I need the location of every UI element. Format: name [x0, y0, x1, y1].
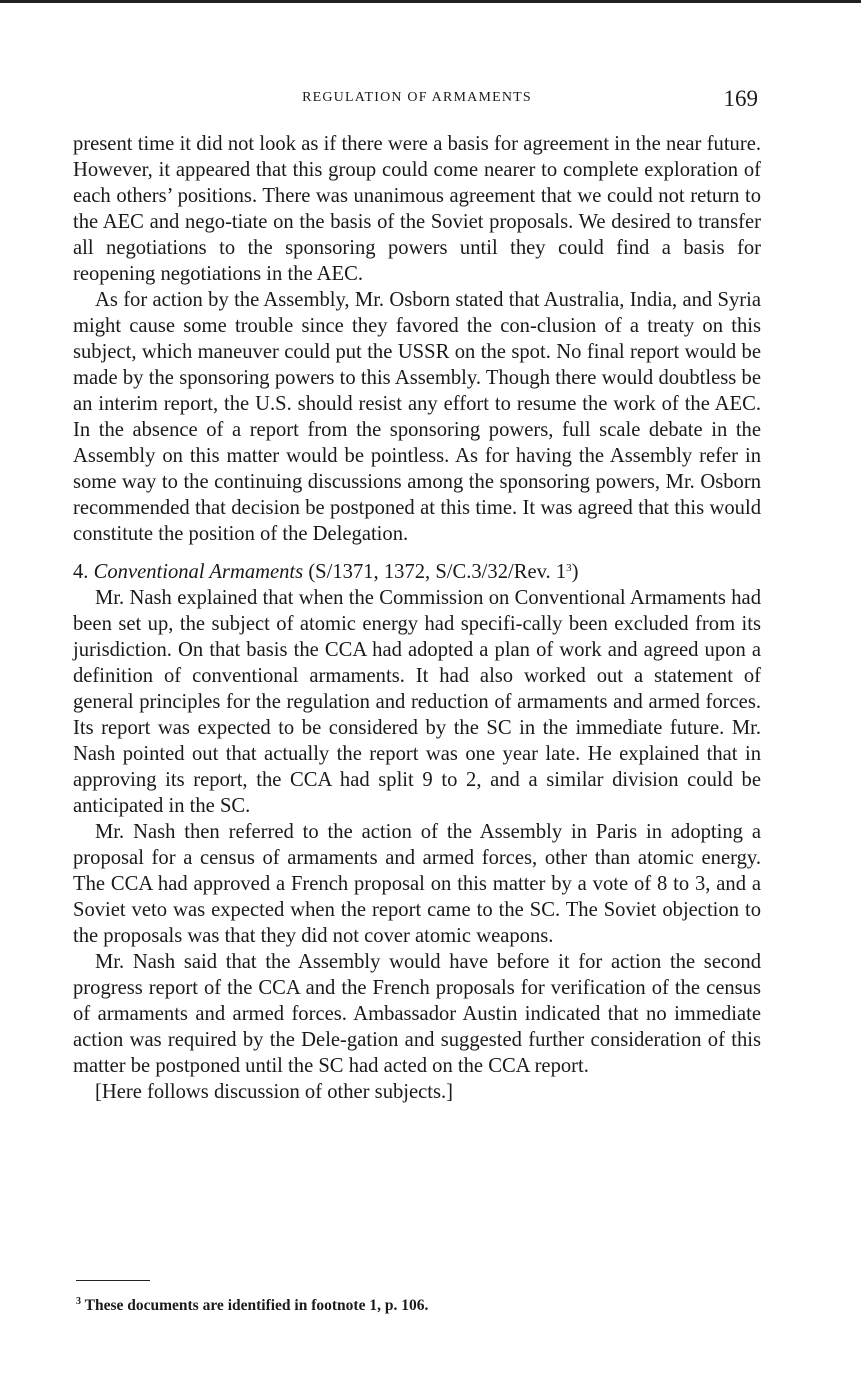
running-title: REGULATION OF ARMAMENTS	[302, 90, 532, 105]
footnote-divider	[76, 1280, 150, 1281]
page-number: 169	[723, 86, 758, 111]
footnote-text: These documents are identified in footnote 1, p. 106.	[84, 1297, 429, 1314]
footnote	[76, 1296, 756, 1316]
footnote-reference: 3	[566, 562, 572, 574]
footnote-mark: 3	[76, 1296, 81, 1307]
paragraph-continued: present time it did not look as if there were a basis for agreement in the near future. However, it appeared that this group could come nearer to complete exploration of each others’ positions. There was unanimous agreement that we could not return to the AEC and nego-tiate on the basis of the Soviet proposals. We desired to transfer all negotiations to the sponsoring powers until they could find a basis for reopening negotiations in the AEC.	[73, 133, 761, 285]
item-4-heading	[73, 559, 761, 585]
page-header	[72, 86, 762, 116]
item-4-title: Conventional Armaments	[93, 561, 304, 583]
paragraph-nash-explained: Mr. Nash explained that when the Commission on Conventional Armaments had been set up, the subject of atomic energy had specifi-cally been excluded from its jurisdiction. On that basis the CCA had adopted a plan of work and agreed upon a definition of conventional armaments. It had also worked out a statement of general principles for the regulation and reduction of armaments and armed forces. Its report was expected to be considered by the SC in the immediate future. Mr. Nash pointed out that actually the report was one year late. He explained that in approving its report, the CCA had split 9 to 2, and a similar division could be anticipated in the SC.	[73, 587, 761, 817]
top-edge-rule	[0, 0, 861, 3]
item-4-number: 4.	[73, 561, 89, 583]
paragraph-assembly-action: As for action by the Assembly, Mr. Osborn stated that Australia, India, and Syria might cause some trouble since they favored the con-clusion of a treaty on this subject, which maneuver could put the USSR on the spot. No final report would be made by the sponsoring powers to this Assembly. Though there would doubtless be an interim report, the U.S. should resist any effort to resume the work of the AEC. In the absence of a report from the sponsoring powers, full scale debate in the Assembly on this matter would be pointless. As for having the Assembly refer in some way to the continuing discussions among the sponsoring powers, Mr. Osborn recommended that decision be postponed at this time. It was agreed that this would constitute the position of the Delegation.	[73, 289, 761, 545]
page-body	[73, 131, 761, 1105]
item-4-document-refs: (S/1371, 1372, S/C.3/32/Rev. 1	[308, 561, 567, 583]
paragraph-nash-progress-report: Mr. Nash said that the Assembly would have before it for action the second progress report of the CCA and the French proposals for verification of the census of armaments and armed forces. Ambassador Austin indicated that no immediate action was required by the Dele-gation and suggested further consideration of this matter be postponed until the SC had acted on the CCA report.	[73, 951, 761, 1077]
item-4-close-paren: )	[571, 561, 579, 583]
paragraph-nash-census: Mr. Nash then referred to the action of the Assembly in Paris in adopting a proposal for a census of armaments and armed forces, other than atomic energy. The CCA had approved a French proposal on this matter by a vote of 8 to 3, and a Soviet veto was expected when the report came to the SC. The Soviet objection to the proposals was that they did not cover atomic weapons.	[73, 821, 761, 947]
paragraph-editorial-note: [Here follows discussion of other subjects.]	[95, 1081, 454, 1103]
